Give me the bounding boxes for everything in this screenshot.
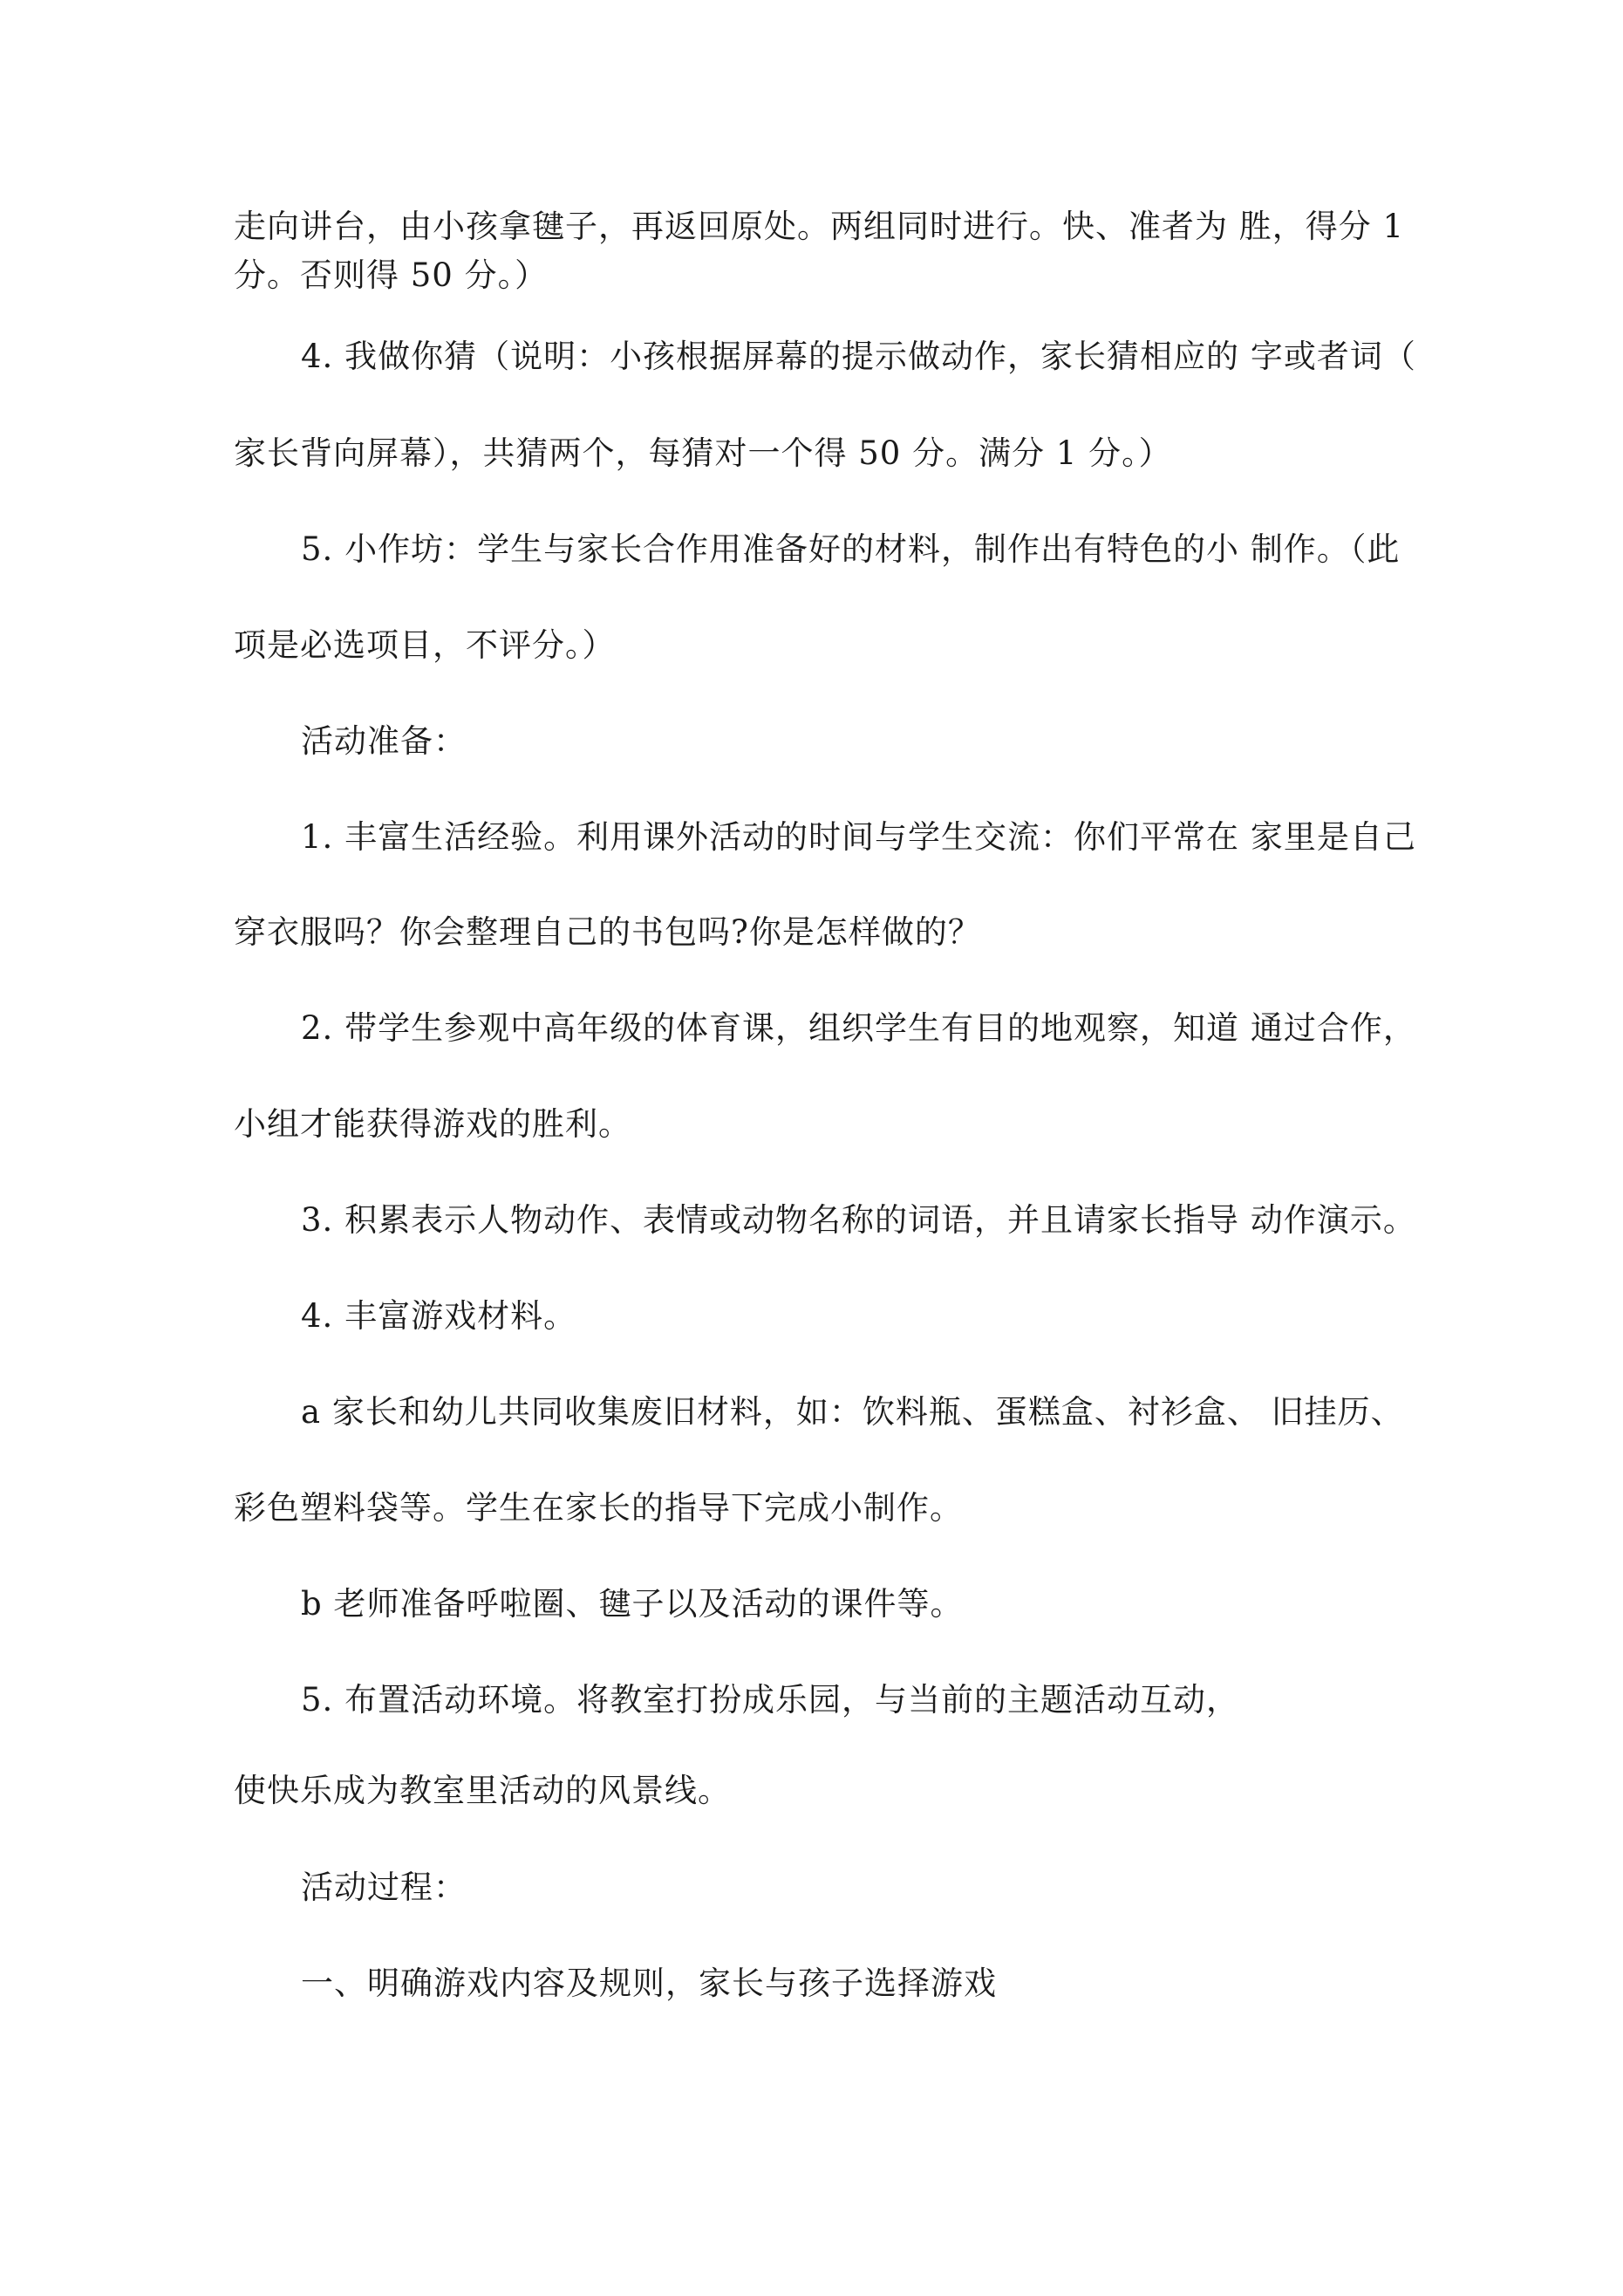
text-line: 5. 布置活动环境。将教室打扮成乐园，与当前的主题活动互动， xyxy=(301,1681,1240,1719)
text-line: 4. 丰富游戏材料。 xyxy=(301,1297,577,1335)
text-line: 家长背向屏幕），共猜两个，每猜对一个得 50 分。满分 1 分。） xyxy=(234,434,1172,472)
section-heading: 活动准备： xyxy=(301,722,467,760)
text-line: 彩色塑料袋等。学生在家长的指导下完成小制作。 xyxy=(234,1489,963,1527)
section-heading: 活动过程： xyxy=(301,1869,467,1906)
text-line: b 老师准备呼啦圈、毽子以及活动的课件等。 xyxy=(301,1585,964,1623)
text-line: 一、明确游戏内容及规则，家长与孩子选择游戏 xyxy=(301,1965,997,2002)
text-line: 项是必选项目，不评分。） xyxy=(234,626,616,664)
text-line: 走向讲台，由小孩拿毽子，再返回原处。两组同时进行。快、准者为 胜，得分 1 xyxy=(234,208,1405,245)
text-line: 4. 我做你猜（说明：小孩根据屏幕的提示做动作，家长猜相应的 字或者词（ xyxy=(301,338,1416,375)
text-line: 1. 丰富生活经验。利用课外活动的时间与学生交流：你们平常在 家里是自己 xyxy=(301,818,1416,856)
text-line: 5. 小作坊：学生与家长合作用准备好的材料，制作出有特色的小 制作。（此 xyxy=(301,530,1401,568)
text-line: 3. 积累表示人物动作、表情或动物名称的词语，并且请家长指导 动作演示。 xyxy=(301,1201,1416,1239)
text-line: 2. 带学生参观中高年级的体育课，组织学生有目的地观察，知道 通过合作， xyxy=(301,1009,1416,1047)
text-line: 使快乐成为教室里活动的风景线。 xyxy=(234,1772,731,1809)
text-line: 穿衣服吗？你会整理自己的书包吗?你是怎样做的？ xyxy=(234,913,981,951)
text-line: 分。否则得 50 分。） xyxy=(234,256,549,294)
text-line: a 家长和幼儿共同收集废旧材料，如：饮料瓶、蛋糕盒、衬衫盒、 旧挂历、 xyxy=(301,1393,1404,1431)
text-line: 小组才能获得游戏的胜利。 xyxy=(234,1105,631,1143)
